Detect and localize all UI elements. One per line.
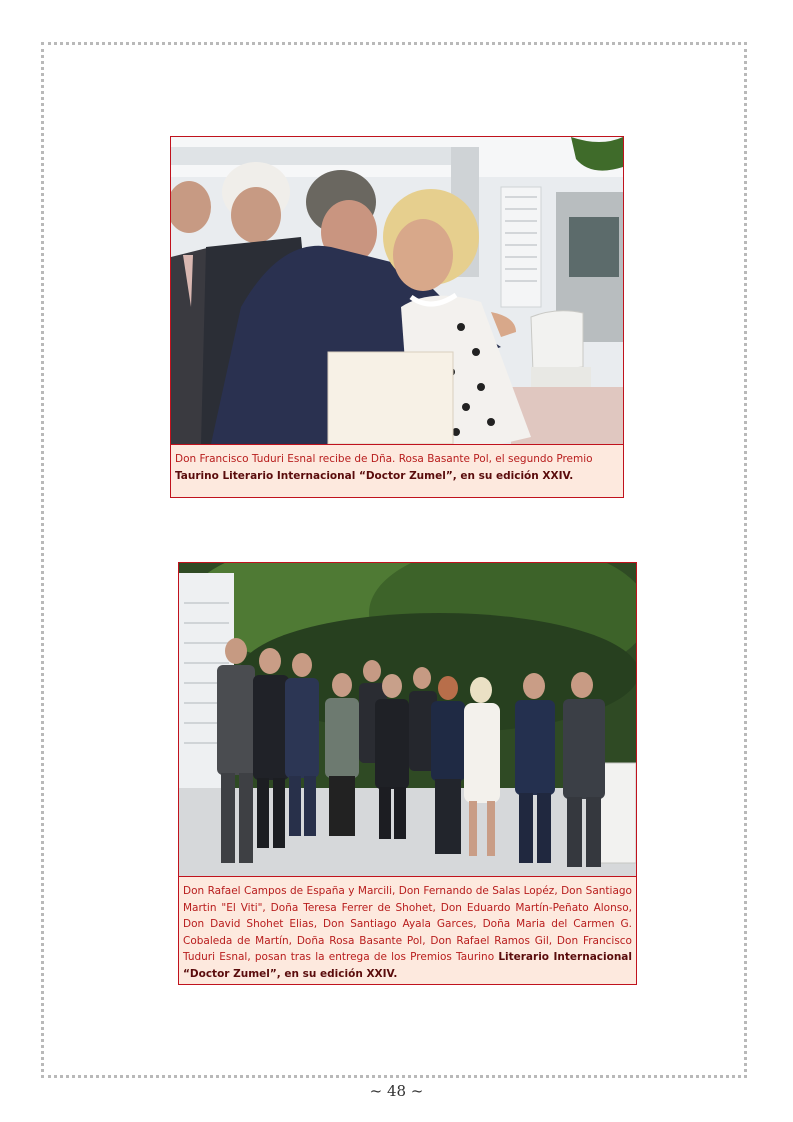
figure-caption (171, 445, 623, 497)
photo-illustration (171, 137, 623, 444)
caption-bold-text: Literario Internacional “Doctor Zumel”, en su edición XXIV. (183, 951, 632, 980)
figure-caption (179, 877, 636, 984)
caption-text: Don Rafael Campos de España y Marcili, Don Fernando de Salas Lopéz, Don Santiago Martin "El Viti", Doña Teresa Ferrer de Shohet, Don Eduardo Martín-Peñato Alonso, Don David Shohet Elias, Don Santiago Ayala Garces, Doña Maria del Carmen G. Cobaleda de Martín, Doña Rosa Basante Pol, Don Rafael Ramos Gil, Don Francisco Tuduri Esnal, posan tras la entrega de los Premios Taurino (183, 885, 632, 963)
caption-text: Don Francisco Tuduri Esnal recibe de Dña. Rosa Basante Pol, el segundo Premio (175, 453, 593, 465)
photo-award-presentation (171, 137, 623, 445)
photo-group (179, 563, 636, 877)
caption-bold-text: Taurino Literario Internacional “Doctor Zumel”, en su edición XXIV. (175, 469, 574, 482)
photo-illustration (179, 563, 636, 876)
figure-award-presentation (170, 136, 624, 498)
figure-group-photo (178, 562, 637, 985)
page-number: ~ 48 ~ (369, 1082, 424, 1100)
